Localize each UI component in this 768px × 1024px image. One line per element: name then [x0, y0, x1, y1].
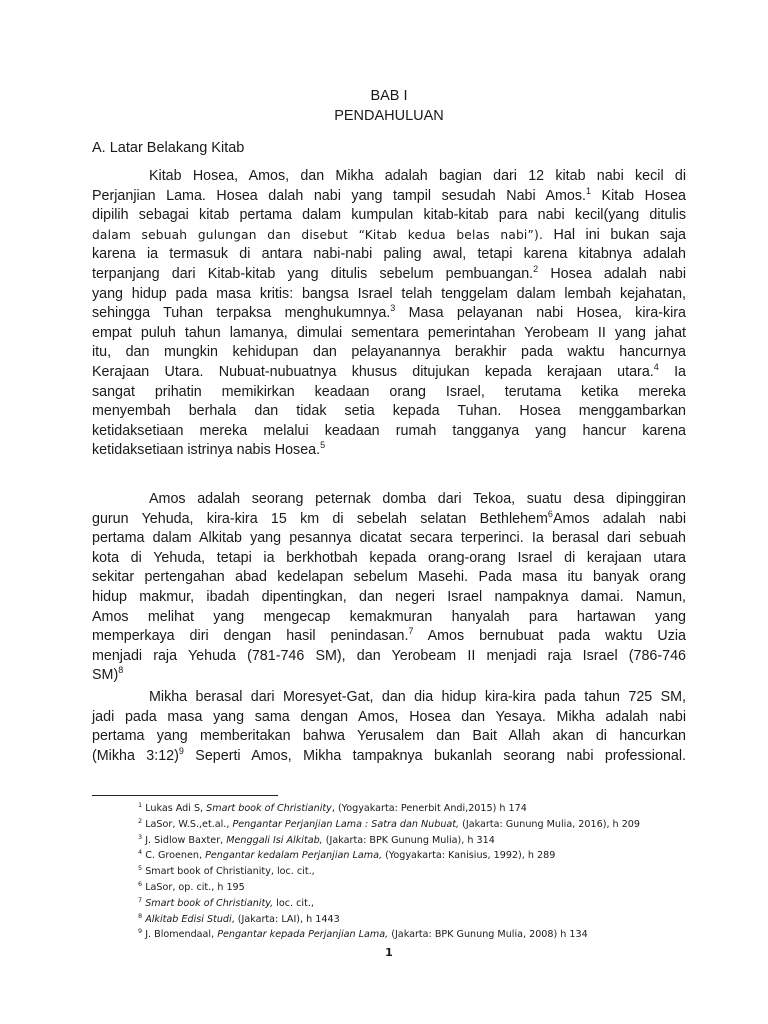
text-line: kota di Yehuda, tetapi ia berkhotbah kepada orang-orang Israel di kerajaan utara — [92, 549, 686, 566]
paragraph-mikha — [92, 688, 686, 766]
text-line: Amos melihat yang mengecap kemakmuran hanyalah para hartawan yang — [92, 608, 686, 625]
text-line: pertama dalam Alkitab yang pesannya dicatat secara terperinci. Ia berasal dari sebuah — [92, 530, 686, 547]
text-line: sangat prihatin memikirkan keadaan orang Israel, terutama ketika mereka — [92, 383, 686, 400]
text-line: memperkaya diri dengan hasil penindasan.$^7$ Amos bernubuat pada waktu Uzia — [92, 626, 686, 645]
footnote-ref: 2 — [533, 264, 539, 275]
text-line: Amos adalah seorang peternak domba dari Tekoa, suatu desa dipinggiran — [149, 491, 686, 507]
text-line: Kerajaan Utara. Nubuat-nubuatnya khusus ditujukan kepada kerajaan utara.$^4$ Ia — [92, 362, 686, 380]
text-line: terpanjang dari Kitab-kitab yang ditulis sebelum pembuangan.$^2$ Hosea adalah nabi — [92, 264, 686, 282]
text-line: Mikha berasal dari Moresyet-Gat, dan dia hidup kira-kira pada tahun 725 SM, — [149, 689, 686, 705]
text-line: empat puluh tahun lamanya, dimulai sementara pemerintahan Yerobeam II yang jahat — [92, 324, 686, 341]
paragraph-amos — [92, 490, 686, 686]
footnote: $^3$ J. Sidlow Baxter, Menggali Isi Alkitab, (Jakarta: BPK Gunung Mulia), h 314 — [138, 832, 495, 846]
text-line: dalam sebuah gulungan dan disebut “Kitab kedua belas nabi”). Hal ini bukan saja — [92, 226, 686, 243]
chapter-label: BAB I — [370, 88, 408, 104]
footnote: $^2$ LaSor, W.S.,et.al., Pengantar Perjanjian Lama : Satra dan Nubuat, (Jakarta: Gunung Mulia, 2016), h 209 — [138, 816, 641, 830]
text-line: ketidaksetiaan istrinya nabis Hosea.$^5$ — [92, 440, 326, 459]
footnote: $^8$ Alkitab Edisi Studi, (Jakarta: LAI), h 1443 — [138, 911, 340, 925]
text-line: menyembah berhala dan tidak setia kepada Tuhan. Hosea menggambarkan — [92, 403, 686, 420]
text-line: karena ia termasuk di antara nabi-nabi paling awal, tetapi karena kitabnya adalah — [92, 246, 686, 263]
text-line: gurun Yehuda, kira-kira 15 km di sebelah selatan Bethlehem$^6$Amos adalah nabi — [92, 508, 686, 527]
footnotes-list — [138, 801, 698, 943]
text-line: Perjanjian Lama. Hosea dalah nabi yang tampil sesudah Nabi Amos.$^1$ Kitab Hosea — [92, 185, 687, 204]
text-line: jadi pada masa yang sama dengan Amos, Hosea dan Yesaya. Mikha adalah nabi — [92, 708, 686, 725]
footnote-ref: 4 — [653, 362, 659, 373]
text-line: SM)$^8$ — [92, 665, 124, 684]
footnote: $^5$ Smart book of Christianity, loc. cit., — [138, 864, 315, 878]
footnote: $^7$ Smart book of Christianity, loc. cit., — [138, 895, 314, 909]
text-line: sekitar pertengahan abad kedelapan sebelum Masehi. Pada masa itu banyak orang — [92, 569, 686, 586]
footnote-ref: 7 — [408, 626, 414, 637]
text-line: (Mikha 3:12)$^9$ Seperti Amos, Mikha tampaknya bukanlah seorang nabi professional. — [92, 746, 686, 764]
paragraph-hosea — [92, 167, 686, 461]
footnote-ref: 3 — [390, 303, 396, 314]
footnote: $^4$ C. Groenen, Pengantar kedalam Perjanjian Lama, (Yogyakarta: Kanisius, 1992), h 289 — [138, 848, 556, 862]
footnote-ref: 5 — [320, 440, 326, 451]
footnote: $^1$ Lukas Adi S, Smart book of Christianity, (Yogyakarta: Penerbit Andi,2015) h 174 — [138, 800, 527, 814]
text-line: hidup makmur, ibadah dipentingkan, dan negeri Israel nampaknya damai. Namun, — [92, 588, 686, 605]
text-line: Kitab Hosea, Amos, dan Mikha adalah bagian dari 12 kitab nabi kecil di — [149, 168, 686, 184]
footnote: $^6$ LaSor, op. cit., h 195 — [138, 879, 245, 893]
text-line: pertama yang memberitakan bahwa Yerusalem dan Bait Allah akan di hancurkan — [92, 728, 686, 745]
section-heading: A. Latar Belakang Kitab — [92, 140, 245, 156]
text-line: sehingga Tuhan terpaksa menghukumnya.$^3$ Masa pelayanan nabi Hosea, kira-kira — [92, 303, 687, 322]
footnote-ref: 9 — [178, 746, 184, 757]
chapter-title: PENDAHULUAN — [334, 108, 444, 124]
text-line: ketidaksetiaan mereka melalui keadaan rumah tangganya yang hancur karena — [92, 422, 686, 439]
footnote-ref: 8 — [118, 665, 124, 676]
text-line: yang hidup pada masa kritis: bangsa Israel telah tenggelam dalam lembah kejahatan, — [92, 285, 686, 302]
page-number: 1 — [385, 946, 393, 959]
footnote-ref: 1 — [585, 185, 591, 196]
footnote-divider — [92, 795, 278, 796]
footnote-ref: 6 — [547, 508, 553, 519]
text-line: itu, dan mungkin kehidupan dan pelayanannya berakhir pada waktu hancurnya — [92, 344, 686, 361]
footnote: $^9$ J. Blomendaal, Pengantar kepada Perjanjian Lama, (Jakarta: BPK Gunung Mulia, 2008) h 134 — [138, 927, 588, 941]
text-line: dipilih sebagai kitab pertama dalam kumpulan kitab-kitab para nabi kecil(yang ditulis — [92, 207, 686, 224]
text-line: menjadi raja Yehuda (781-746 SM), dan Yerobeam II menjadi raja Israel (786-746 — [92, 647, 686, 664]
